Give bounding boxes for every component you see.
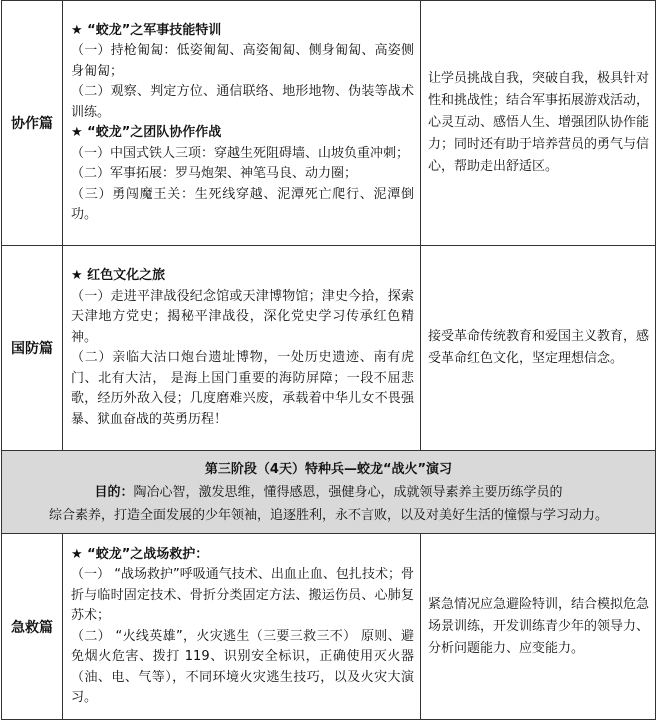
curriculum-table [1, 0, 656, 720]
category-cell: 国防篇 [2, 246, 63, 451]
category-cell: 协作篇 [2, 1, 63, 246]
stage-title: 第三阶段（4天）特种兵—蛟龙“战火”演习 [204, 462, 453, 477]
content-line: （一）持枪匍匐：低姿匍匐、高姿匍匐、侧身匍匐、高姿侧身匍匐； [71, 43, 414, 79]
stage-header-row [2, 451, 656, 534]
stage-header-cell [2, 451, 656, 534]
section-heading: ★ “蛟龙”之战场救护： [71, 546, 209, 562]
content-cell [63, 534, 421, 720]
content-line: （一）走进平津战役纪念馆或天津博物馆；津史今拾，探索天津地方党史；揭秘平津战役，深化党史学习传承红色精神。 [71, 288, 414, 345]
content-cell [63, 1, 421, 246]
category-cell: 急救篇 [2, 534, 63, 720]
goal-cell: 接受革命传统教育和爱国主义教育，感受革命红色文化，坚定理想信念。 [421, 246, 656, 451]
stage-goal-text: 陶冶心智，激发思维，懂得感恩，强健身心，成就领导素养主要历练学员的 [133, 485, 563, 500]
content-line: （二）军事拓展：罗马炮架、神笔马良、动力圈； [71, 166, 358, 181]
section-heading: ★ “蛟龙”之团队协作作战 [71, 125, 222, 140]
content-line: （一）中国式铁人三项：穿越生死阻碍墙、山坡负重冲刺； [71, 145, 410, 161]
stage-goal-label: 目的： [94, 485, 134, 500]
stage-goal-line [6, 481, 651, 504]
section-heading: ★ “蛟龙”之军事技能特训 [71, 22, 222, 38]
content-line: （二）亲临大沽口炮台遗址博物，一处历史遗迹、南有虎门、北有大沽， 是海上国门重要的海防屏障；一段不屈悲歌，经历外敌入侵；几度磨难兴废，承载着中华儿女不畏强暴、狱血奋战的英勇历程！ [71, 350, 414, 427]
content-line: （二） “火线英雄”，火灾逃生（三要三救三不） 原则、避免烟火危害、拨打 119、识别安全标识，正确使用灭火器（油、电、气等），不同环境火灾逃生技巧，以及火灾大演习。 [71, 628, 414, 705]
table-row [2, 1, 656, 246]
section-heading: ★ 红色文化之旅 [71, 268, 166, 283]
content-cell [63, 246, 421, 451]
goal-cell: 让学员挑战自我，突破自我，极具针对性和挑战性；结合军事拓展游戏活动，心灵互动、感悟人生、增强团队协作能力；同时还有助于培养营员的勇气与信心，帮助走出舒适区。 [421, 1, 656, 246]
table-row [2, 246, 656, 451]
content-line: （一） “战场救护”呼吸通气技术、出血止血、包扎技术；骨折与临时固定技术、骨折分类固定方法、搬运伤员、心肺复苏术； [71, 567, 414, 623]
table-row [2, 534, 656, 720]
goal-cell: 紧急情况应急避险特训，结合模拟危急场景训练，开发训练青少年的领导力、分析问题能力、应变能力。 [421, 534, 656, 720]
content-line: （三）勇闯魔王关：生死线穿越、泥潭死亡爬行、泥潭倒功。 [71, 186, 414, 222]
content-line: （二）观察、判定方位、通信联络、地形地物、伪装等战术训练。 [71, 84, 414, 120]
stage-goal-line-2: 综合素养，打造全面发展的少年领袖，追逐胜利，永不言败，以及对美好生活的憧憬与学习动力。 [48, 508, 608, 523]
